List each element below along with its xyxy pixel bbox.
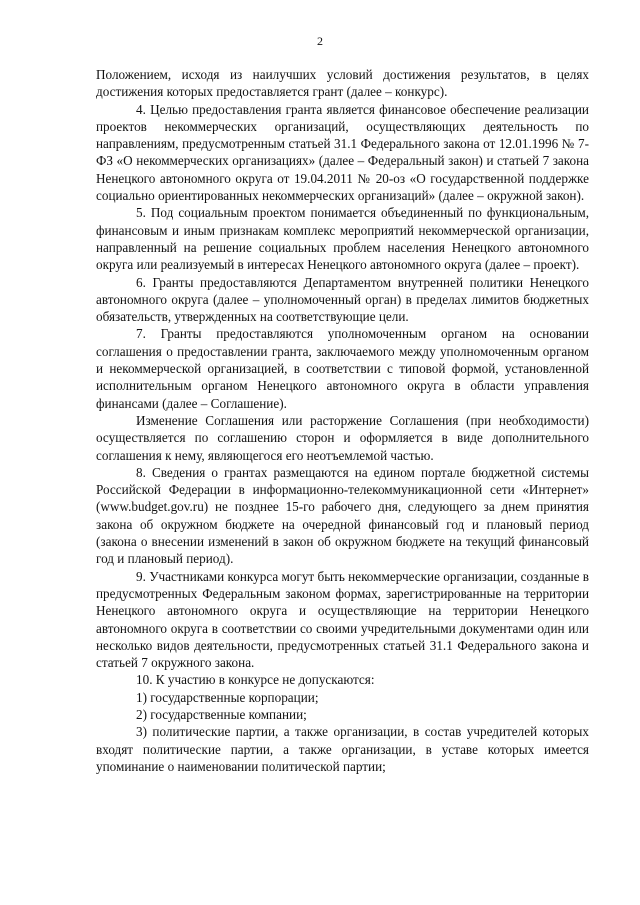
paragraph-item-10: 10. К участию в конкурсе не допускаются: (136, 672, 375, 688)
paragraph-continuation: Положением, исходя из наилучших условий достижения результатов, в целях достижения которых предоставляется грант (далее – конкурс). (96, 67, 589, 100)
paragraph-item-9: 9. Участниками конкурса могут быть некоммерческие организации, созданные в предусмотренных Федеральным законом формах, зарегистрированные на территории Ненецкого автономного округа и осуществляющие на территории Ненецкого автономного округа в соответствии со своими учредительными документами один или несколько видов деятельности, предусмотренных статьей 31.1 Федерального закона и статьей 7 окружного закона. (96, 568, 589, 671)
page-number: 2 (317, 34, 323, 48)
list-item-3: 3) политические партии, а также организации, в состав учредителей которых входят политические партии, а также организации, в уставе которых имеется упоминание о наименовании политической партии; (96, 724, 589, 774)
list-item-1: 1) государственные корпорации; (136, 689, 319, 705)
paragraph-item-4: 4. Целью предоставления гранта является финансовое обеспечение реализации проектов некоммерческих организаций, осуществляющих деятельность по направлениям, предусмотренным статьей 31.1 Федерального закона от 12.01.1996 № 7-ФЗ «О некоммерческих организациях» (далее – Федеральный закон) и статьей 7 закона Ненецкого автономного округа от 19.04.2011 № 20-оз «О государственной поддержке социально ориентированных некоммерческих организаций» (далее – окружной закон). (96, 101, 589, 204)
paragraph-item-8: 8. Сведения о грантах размещаются на едином портале бюджетной системы Российской Федерации в информационно-телекоммуникационной сети «Интернет» (www.budget.gov.ru) не позднее 15-го рабочего дня, следующего за днем принятия закона об окружном бюджете на очередной финансовый год и плановый период (закона о внесении изменений в закон об окружном бюджете на текущий финансовый год и плановый период). (96, 464, 589, 567)
paragraph-item-6: 6. Гранты предоставляются Департаментом внутренней политики Ненецкого автономного округа (далее – уполномоченный орган) в пределах лимитов бюджетных обязательств, утвержденных на соответствующие цели. (96, 274, 589, 325)
list-item-2: 2) государственные компании; (136, 706, 307, 722)
paragraph-item-7: 7. Гранты предоставляются уполномоченным органом на основании соглашения о предоставлении гранта, заключаемого между уполномоченным органом и некоммерческой организацией, в соответствии с типовой формой, установленной исполнительным органом Ненецкого автономного округа в области управления финансами (далее – Соглашение). (96, 326, 589, 411)
document-body (96, 66, 589, 775)
paragraph-item-5: 5. Под социальным проектом понимается объединенный по функциональным, финансовым и иным признакам комплекс мероприятий некоммерческой организации, направленный на решение социальных проблем населения Ненецкого автономного округа или реализуемый в интересах Ненецкого автономного округа (далее – проект). (96, 205, 589, 273)
paragraph-item-7-amendment: Изменение Соглашения или расторжение Соглашения (при необходимости) осуществляется по соглашению сторон и оформляется в виде дополнительного соглашения к нему, являющегося его неотъемлемой частью. (96, 412, 589, 463)
